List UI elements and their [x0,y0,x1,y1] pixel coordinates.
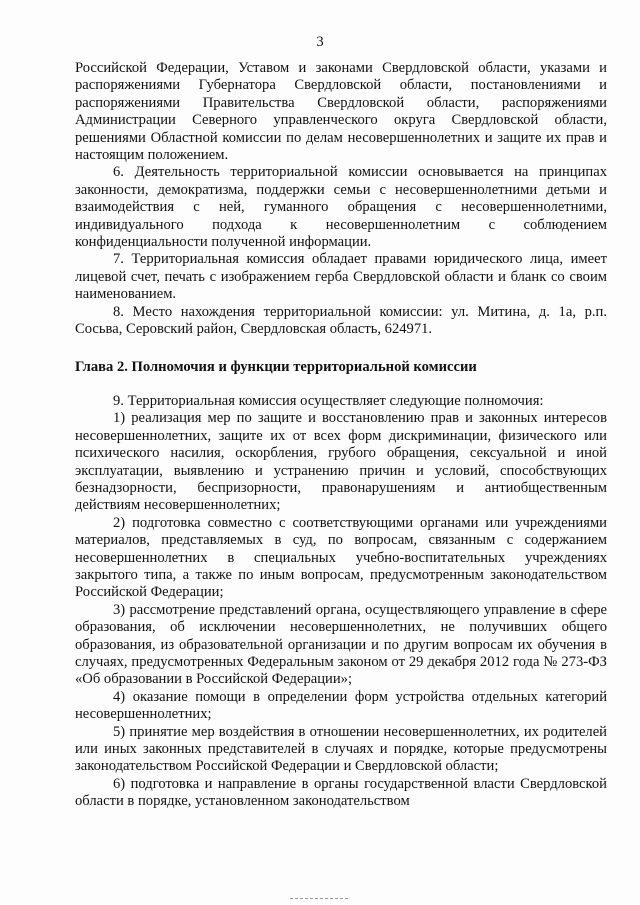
paragraph-7: 7. Территориальная комиссия обладает правами юридического лица, имеет лицевой счет, печать с изображением герба Свердловской области и бланк со своим наименованием. [75,251,607,303]
scan-artifact [290,898,350,899]
chapter-heading: Глава 2. Полномочия и функции территориальной комиссии [75,358,477,375]
list-item-1: 1) реализация мер по защите и восстановлению прав и законных интересов несовершеннолетних, защите их от всех форм дискриминации, физического или психического насилия, оскорбления, грубого обращения, сексуальной и иной эксплуатации, выявлению и устранению причин и условий, способствующих безнадзорности, беспризорности, правонарушениям и антиобщественным действиям несовершеннолетних; [75,410,607,514]
page-number: 3 [316,34,324,50]
list-item-5: 5) принятие мер воздействия в отношении несовершеннолетних, их родителей или иных законных представителей в случаях и порядке, которые предусмотрены законодательством Российской Федерации и Свердловской области; [75,723,607,775]
paragraph-6: 6. Деятельность территориальной комиссии основывается на принципах законности, демократизма, поддержки семьи с несовершеннолетними детьми и взаимодействия с ней, гуманного обращения с несовершеннолетними, индивидуального подхода к несовершеннолетним с соблюдением конфиденциальности полученной информации. [75,164,607,251]
paragraph-9: 9. Территориальная комиссия осуществляет следующие полномочия: [113,392,544,409]
list-item-6: 6) подготовка и направление в органы государственной власти Свердловской области в порядке, установленном законодательством [75,775,607,810]
list-item-4: 4) оказание помощи в определении форм устройства отдельных категорий несовершеннолетних; [75,688,607,723]
paragraph-8: 8. Место нахождения территориальной комиссии: ул. Митина, д. 1а, р.п. Сосьва, Серовский район, Свердловская область, 624971. [75,303,607,338]
list-item-3: 3) рассмотрение представлений органа, осуществляющего управление в сфере образования, об исключении несовершеннолетних, не получивших общего образования, из образовательной организации и по другим вопросам их обучения в случаях, предусмотренных Федеральным законом от 29 декабря 2012 года № 273-ФЗ «Об образовании в Российской Федерации»; [75,601,607,688]
list-item-2: 2) подготовка совместно с соответствующими органами или учреждениями материалов, представляемых в суд, по вопросам, связанным с содержанием несовершеннолетних в специальных учебно-воспитательных учреждениях закрытого типа, а также по иным вопросам, предусмотренным законодательством Российской Федерации; [75,514,607,601]
paragraph-5-continuation: Российской Федерации, Уставом и законами Свердловской области, указами и распоряжениями Губернатора Свердловской области, постановлениями и распоряжениями Правительства Свердловской области, распоряжениями Администрации Северного управленческого округа Свердловской области, решениями Областной комиссии по делам несовершеннолетних и защите их прав и настоящим положением. [75,60,607,164]
document-body [75,60,607,811]
